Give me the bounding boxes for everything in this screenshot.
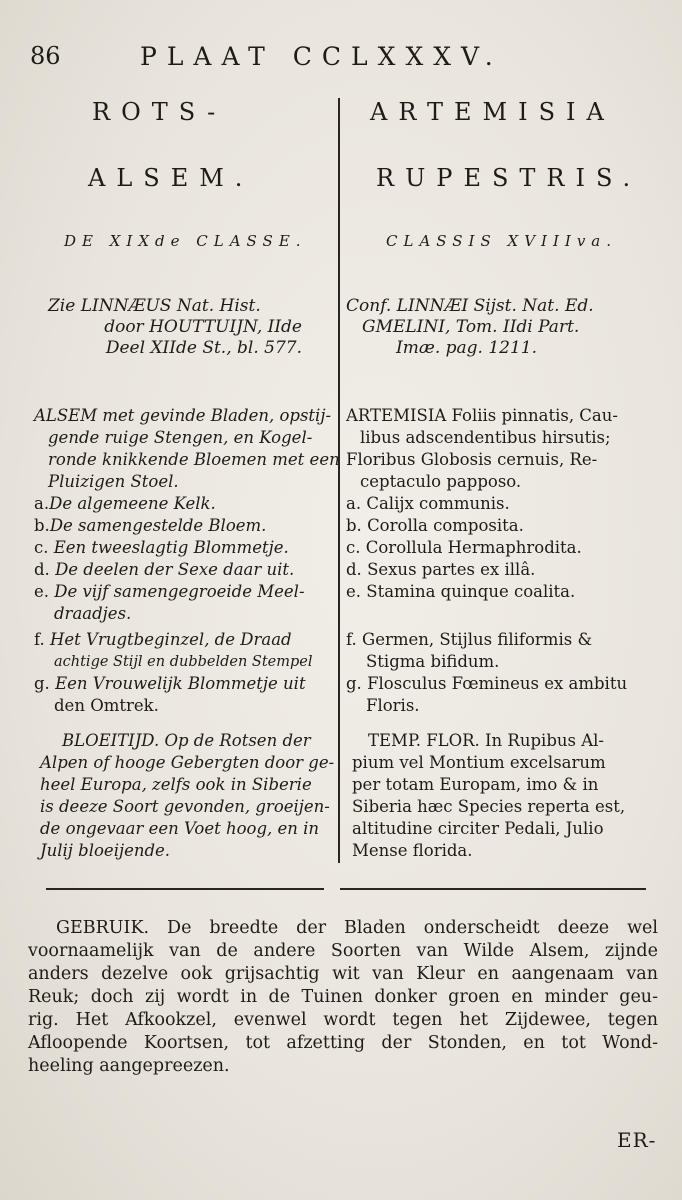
usage-line: heeling aangepreezen. [28,1056,230,1076]
left-description-line: ronde knikkende Bloemen met een [48,450,340,469]
left-bloom-period [40,730,336,862]
right-part-item: c. Corollula Hermaphrodita. [346,538,582,557]
right-part-item: b. Corolla composita. [346,516,524,535]
right-title-line2: RUPESTRIS. [376,164,642,192]
right-description-line: Floribus Globosis cernuis, Re- [346,450,598,469]
left-class-heading: DE XIXde CLASSE. [64,232,307,250]
left-part-item: den Omtrek. [54,696,159,715]
right-part-item: Floris. [366,696,420,715]
left-part-item: draadjes. [54,604,132,623]
usage-line: GEBRUIK. De breedte der Bladen onderscheidt deeze wel [56,918,658,938]
right-description-line: ceptaculo papposo. [360,472,522,491]
column-divider [338,98,340,863]
right-bloom-line: pium vel Montium excelsarum [352,753,606,772]
left-parts-list [34,493,336,717]
left-description-line: gende ruige Stengen, en Kogel- [48,428,313,447]
left-title-line1: ROTS- [92,98,227,126]
left-bloom-line: Alpen of hooge Gebergten door ge- [40,753,335,772]
usage-line: Afloopende Koortsen, tot afzetting der Stonden, en tot Wond- [28,1033,658,1053]
left-description-line: ALSEM met gevinde Bladen, opstij- [34,406,332,425]
right-reference-line: GMELINI, Tom. IIdi Part. [362,317,580,337]
right-section-rule [340,888,646,890]
right-part-item: d. Sexus partes ex illâ. [346,560,536,579]
right-reference-line: Conf. LINNÆI Sijst. Nat. Ed. [346,296,594,316]
left-description-line: Pluizigen Stoel. [48,472,179,491]
left-bloom-line: Julij bloeijende. [40,841,171,860]
right-bloom-line: Siberia hæc Species reperta est, [352,797,626,816]
left-reference-line: Deel XIIde St., bl. 577. [105,338,302,358]
left-part-item: c. Een tweeslagtig Blommetje. [34,538,289,557]
right-parts-list [346,493,652,717]
usage-line: rig. Het Afkookzel, evenwel wordt tegen het Zijdewee, tegen [28,1010,658,1030]
right-class-heading: CLASSIS XVIIIva. [386,232,617,250]
right-part-item: e. Stamina quinque coalita. [346,582,576,601]
left-reference-line: Zie LINNÆUS Nat. Hist. [48,296,261,316]
left-section-rule [46,888,324,890]
right-bloom-line: per totam Europam, imo & in [352,775,599,794]
right-reference [346,296,652,359]
left-bloom-line: heel Europa, zelfs ook in Siberie [40,775,312,794]
left-part-item: a.De algemeene Kelk. [34,494,216,513]
right-bloom-line: TEMP. FLOR. In Rupibus Al- [368,731,604,750]
usage-paragraph [28,917,658,1078]
left-bloom-line: de ongevaar een Voet hoog, en in [40,819,320,838]
right-bloom-line: altitudine circiter Pedali, Julio [352,819,604,838]
left-part-item: g. Een Vrouwelijk Blommetje uit [34,674,306,693]
plate-title: PLAAT CCLXXXV. [140,42,503,71]
right-title-line1: ARTEMISIA [370,98,615,126]
left-part-item: e. De vijf samengegroeide Meel- [34,582,305,601]
right-bloom-line: Mense florida. [352,841,473,860]
left-reference-line: door HOUTTUIJN, IIde [104,317,302,337]
right-part-item: f. Germen, Stijlus filiformis & [346,630,593,649]
page-number: 86 [30,42,61,70]
usage-line: voornaamelijk van de andere Soorten van Wilde Alsem, zijnde [28,941,658,961]
left-part-item: d. De deelen der Sexe daar uit. [34,560,295,579]
right-description-line: libus adscendentibus hirsutis; [360,428,611,447]
right-description-line: ARTEMISIA Foliis pinnatis, Cau- [346,406,618,425]
left-bloom-line: BLOEITIJD. Op de Rotsen der [62,731,311,750]
right-part-spacer [346,603,652,625]
left-part-item: achtige Stijl en dubbelden Stempel [54,654,313,670]
left-description [34,405,340,493]
left-part-item: b.De samengestelde Bloem. [34,516,267,535]
right-part-item: Stigma bifidum. [366,652,500,671]
right-part-item: g. Flosculus Fœmineus ex ambitu [346,674,628,693]
left-part-item: f. Het Vrugtbeginzel, de Draad [34,630,292,649]
left-reference [44,296,302,359]
usage-line: Reuk; doch zij wordt in de Tuinen donker groen en minder geu- [28,987,658,1007]
right-description [346,405,652,493]
right-part-item: a. Calijx communis. [346,494,510,513]
left-bloom-line: is deeze Soort gevonden, groeijen- [40,797,330,816]
catchword: ER- [617,1128,657,1152]
left-title-line2: ALSEM. [88,164,254,192]
right-bloom-period [352,730,652,862]
right-reference-line: Imæ. pag. 1211. [396,338,537,358]
usage-line: anders dezelve ook grijsachtig wit van Kleur en aangenaam van [28,964,658,984]
